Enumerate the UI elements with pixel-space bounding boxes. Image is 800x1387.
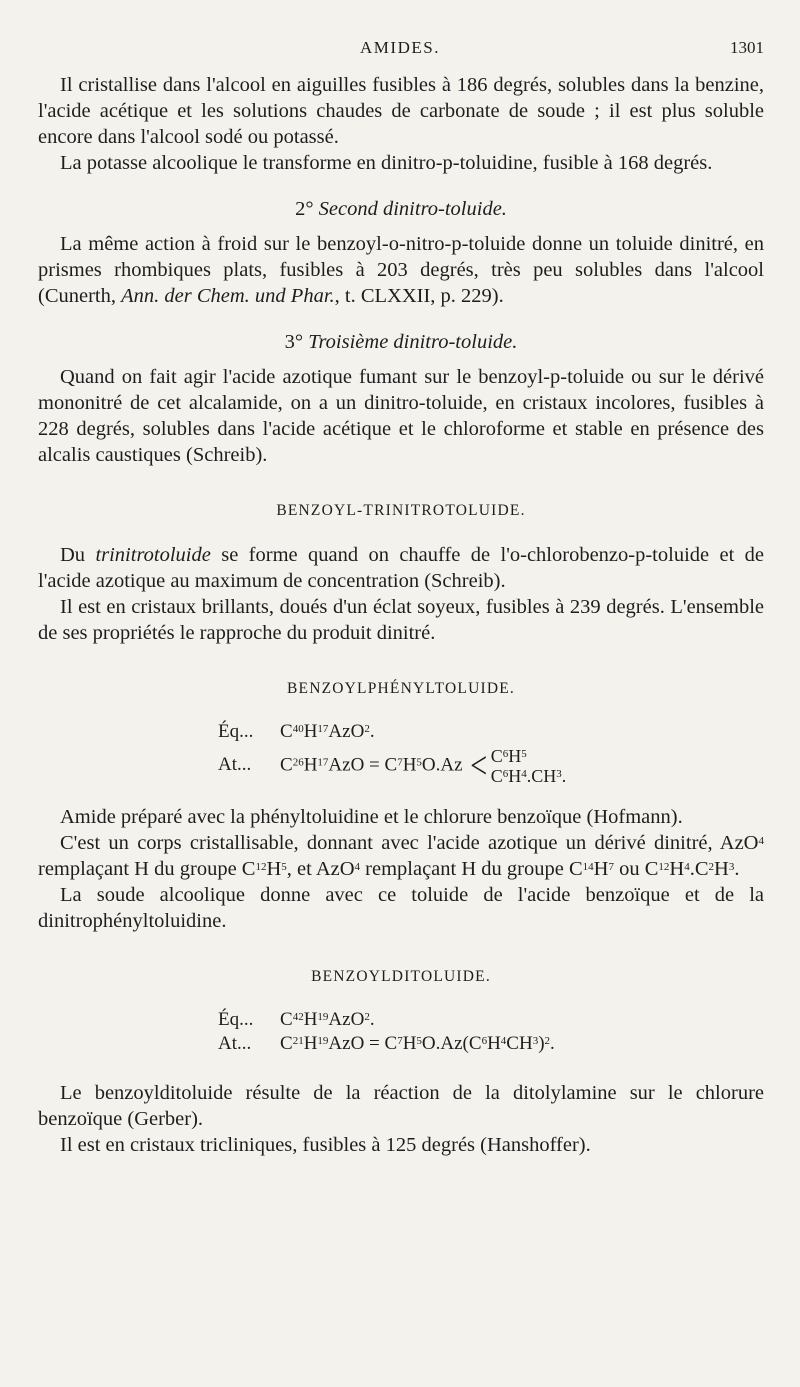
f: H — [508, 746, 522, 766]
f: AzO — [328, 721, 365, 742]
t: 5 — [281, 861, 287, 874]
f: AzO = C — [328, 1033, 398, 1054]
t: 12 — [255, 861, 267, 874]
formula-at — [218, 1032, 764, 1056]
f: H — [508, 766, 522, 786]
paragraph-second-dinitro — [38, 231, 764, 309]
t: ou C — [613, 858, 659, 880]
f: AzO = C — [328, 754, 398, 776]
f: C — [490, 766, 503, 786]
section-heading-trinitro: BENZOYL-TRINITROTOLUIDE. — [276, 502, 526, 519]
f: 6 — [481, 1035, 488, 1048]
f: ) — [538, 1033, 545, 1054]
text-span: Du — [60, 544, 96, 566]
f: 5 — [521, 748, 527, 761]
formula-label: Éq... — [218, 1009, 254, 1030]
formula-branch — [467, 746, 566, 786]
t: remplaçant H du groupe C — [38, 858, 256, 880]
paragraph-phenyl-nitration — [38, 830, 764, 882]
f: 4 — [521, 768, 527, 781]
paragraph-trinitro-properties: Il est en cristaux brillants, doués d'un éclat soyeux, fusibles à 239 degrés. L'ensemble de ses propriétés le rapproche du produit dinitré. — [38, 596, 764, 644]
f: H — [402, 754, 417, 776]
f: 6 — [502, 768, 509, 781]
page-body — [38, 72, 764, 1158]
f: .CH — [526, 766, 557, 786]
formula-eq — [218, 1008, 764, 1032]
f: CH — [506, 1033, 533, 1054]
formula-label: At... — [218, 1033, 252, 1054]
f: C — [280, 754, 293, 776]
branch-bracket: < — [470, 745, 488, 787]
branch-top — [491, 746, 567, 766]
paragraph-phenyl-soda: La soude alcoolique donne avec ce toluide de l'acide benzoïque et de la dinitrophényltoluidine. — [38, 884, 764, 932]
f: 19 — [317, 1035, 329, 1048]
f: 19 — [317, 1011, 329, 1024]
f: 3 — [556, 768, 562, 781]
f: 21 — [292, 1035, 304, 1048]
subheading-title: Second dinitro-toluide. — [318, 198, 507, 220]
t: C'est un corps cristallisable, donnant avec l'acide azotique un dérivé dinitré, AzO — [60, 832, 759, 854]
f: 2 — [364, 1011, 370, 1024]
f: 26 — [292, 756, 304, 769]
f: 6 — [502, 748, 509, 761]
t: H — [669, 858, 685, 880]
f: 3 — [532, 1035, 539, 1048]
f: 7 — [397, 756, 403, 769]
f: . — [561, 766, 567, 786]
f: H — [303, 754, 318, 776]
t: , et AzO — [286, 858, 355, 880]
paragraph-potash: La potasse alcoolique le transforme en dinitro-p-toluidine, fusible à 168 degrés. — [60, 152, 713, 174]
t: 14 — [582, 861, 594, 874]
section-heading-ditoluide: BENZOYLDITOLUIDE. — [311, 968, 491, 985]
t: 7 — [608, 861, 614, 874]
subheading-number: 2° — [295, 198, 314, 220]
f: . — [550, 1033, 555, 1054]
t: 2 — [708, 861, 714, 874]
f: 2 — [364, 723, 370, 736]
f: 17 — [317, 723, 329, 736]
text-span: La même action à froid sur le benzoyl-o-nitro-p-toluide donne un toluide dinitré, en prismes rhombiques plats, fusibles à 203 degrés, très peu solubles dans l'alcool (Cunerth, — [38, 233, 764, 307]
t: H — [266, 858, 282, 880]
text-span: se forme quand on chauffe de l'o-chlorobenzo-p-toluide et de l'acide azotique au maximum de concentration (Schreib). — [38, 544, 764, 592]
formula-label: At... — [218, 754, 252, 776]
f: H — [303, 1009, 318, 1030]
formula-at — [218, 746, 764, 786]
f: . — [369, 1009, 375, 1030]
f: 42 — [292, 1011, 304, 1024]
page-number: 1301 — [730, 38, 764, 57]
f: H — [402, 1033, 417, 1054]
paragraph-phenyl-prep: Amide préparé avec la phényltoluidine et le chlorure benzoïque (Hofmann). — [60, 806, 683, 828]
f: H — [303, 721, 318, 742]
f: O.Az(C — [421, 1033, 482, 1054]
f: 17 — [317, 756, 329, 769]
t: 3 — [728, 861, 735, 874]
f: . — [369, 721, 375, 742]
formula-label: Éq... — [218, 721, 254, 742]
f: 4 — [500, 1035, 507, 1048]
branch-stack — [491, 746, 567, 786]
paragraph-ditoluide-crystals: Il est en cristaux tricliniques, fusibles à 125 degrés (Hanshoffer). — [60, 1134, 591, 1156]
t: 4 — [758, 835, 764, 848]
paragraph-third-dinitro: Quand on fait agir l'acide azotique fumant sur le benzoyl-p-toluide ou sur le dérivé mononitré de cet alcalamide, on a un dinitro-toluide, en cristaux incolores, fusibles à 228 degrés, solubles dans l'acide acétique et le chloroforme et stable en présence des alcalis caustiques (Schreib). — [38, 366, 764, 466]
f: 7 — [397, 1035, 403, 1048]
f: H — [487, 1033, 501, 1054]
t: . — [734, 858, 740, 880]
t: .C — [689, 858, 709, 880]
paragraph-crystallisation: Il cristallise dans l'alcool en aiguilles fusibles à 186 degrés, solubles dans la benzine, l'acide acétique et les solutions chaudes de carbonate de soude ; il est plus soluble encore dans l'alcool sodé ou potassé. — [38, 74, 764, 148]
paragraph-trinitro — [38, 542, 764, 594]
t: H — [714, 858, 729, 880]
f: C — [280, 1009, 293, 1030]
f: C — [280, 721, 293, 742]
f: 2 — [544, 1035, 551, 1048]
t: remplaçant H du groupe C — [360, 858, 583, 880]
f: H — [303, 1033, 318, 1054]
paragraph-ditoluide-prep: Le benzoylditoluide résulte de la réaction de la ditolylamine sur le chlorure benzoïque (Gerber). — [38, 1082, 764, 1130]
f: 40 — [292, 723, 304, 736]
running-title: AMIDES. — [360, 38, 440, 57]
t: 12 — [658, 861, 670, 874]
subheading-second — [38, 196, 764, 222]
formula-eq — [218, 720, 764, 744]
term: trinitrotoluide — [95, 544, 211, 566]
f: C — [280, 1033, 293, 1054]
subheading-title: Troisième dinitro-toluide. — [308, 331, 518, 353]
subheading-third — [38, 329, 764, 355]
t: 4 — [354, 861, 361, 874]
f: O.Az — [421, 754, 463, 776]
running-header — [0, 38, 800, 62]
section-heading-phenyl: BENZOYLPHÉNYLTOLUIDE. — [287, 680, 515, 697]
f: 5 — [416, 756, 422, 769]
text-span: , t. CLXXII, p. 229). — [334, 285, 504, 307]
t: 4 — [684, 861, 690, 874]
journal-reference: Ann. der Chem. und Phar. — [121, 285, 335, 307]
t: H — [593, 858, 609, 880]
f: 5 — [416, 1035, 422, 1048]
branch-bottom — [491, 766, 567, 786]
subheading-number: 3° — [284, 331, 304, 353]
f: C — [490, 746, 503, 766]
f: AzO — [328, 1009, 365, 1030]
